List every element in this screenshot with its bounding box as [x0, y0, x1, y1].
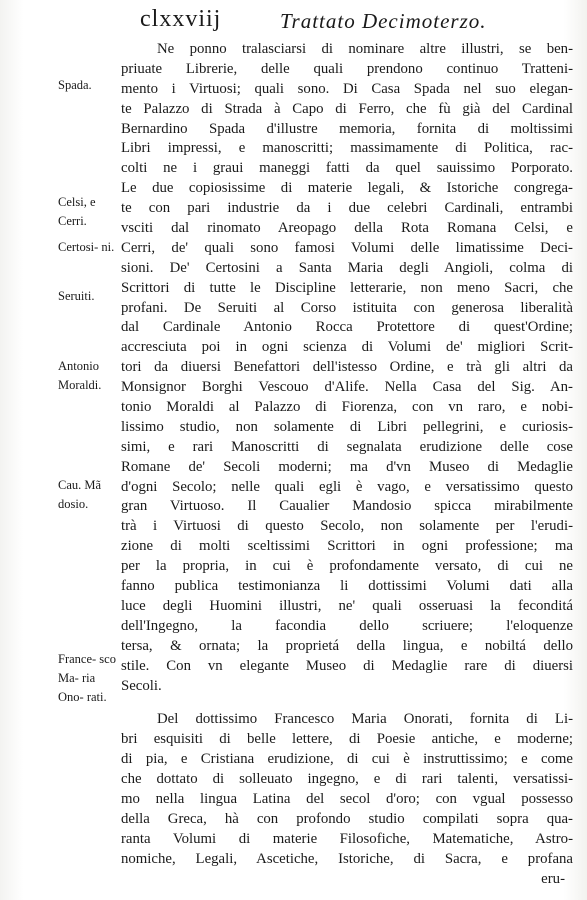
margin-note-seruiti: Seruiti. [58, 289, 95, 303]
text-line: tonio Moraldi al Palazzo di Fiorenza, con vn raro, e nobi- [121, 399, 573, 416]
text-line: stile. Con vn elegante Museo di Medaglie rare di diuersi [121, 657, 573, 674]
text-line: mo nella lingua Latina del secol d'oro; con vgual possesso [121, 790, 573, 807]
margin-note-antonio-moraldi: Antonio Moraldi. [58, 359, 102, 392]
text-line: d'ogni Secolo; nelle quali egli è vago, e versatissimo questo [121, 478, 573, 495]
text-line: tori da diuersi Benefattori dell'istesso Ordine, e trà gli altri da [121, 359, 573, 376]
text-line: Ne ponno tralasciarsi di nominare altre illustri, se ben- [157, 41, 573, 57]
text-line: trà i Virtuosi di questo Secolo, non solamente per l'erudi- [121, 518, 573, 535]
text-line: bri esquisiti di belle lettere, di Poesie antiche, e moderne; [121, 731, 573, 748]
paragraph-1 [121, 40, 573, 696]
text-line: Del dottissimo Francesco Maria Onorati, fornita di Li- [157, 711, 573, 728]
text-line: lissimo studio, non solamente di Libri pellegrini, e curiosis- [121, 418, 573, 435]
text-line: fanno publica testimonianza li dottissimi Volumi dati alla [121, 578, 573, 595]
margin-note-certosini: Certosi- ni. [58, 240, 115, 254]
text-line: Romane de' Secoli moderni; ma d'vn Museo di Medaglie [121, 458, 573, 475]
text-line: sioni. De' Certosini a Santa Maria degli Angioli, colma di [121, 259, 573, 276]
folio-number: clxxviij [140, 6, 222, 32]
paragraph-2 [121, 710, 573, 869]
text-line: luce degli Huomini illustri, ne' quali osseruasi la feconditá [121, 597, 573, 614]
text-line: di pia, e Cristiana erudizione, di cui è instruttissimo; e come [121, 751, 573, 768]
text-line: Secoli. [121, 677, 162, 694]
text-line: dal Cardinale Antonio Rocca Protettore di quest'Ordine; [121, 319, 573, 336]
text-line: Cerri, de' quali sono famosi Volumi delle limatissime Deci- [121, 239, 573, 256]
margin-note-cau-mandosio: Cau. Mã dosio. [58, 478, 102, 511]
text-line: Bernardino Spada d'illustre memoria, fornita di moltissimi [121, 120, 573, 137]
margin-note-spada: Spada. [58, 78, 92, 92]
text-line: te Palazzo di Strada à Capo di Ferro, che fù già del Cardinal [121, 100, 573, 117]
page-header [140, 6, 540, 36]
text-line: colti ne i graui maneggi fatti da quel sauissimo Porporato. [121, 160, 573, 177]
catchword: eru- [541, 870, 565, 887]
text-line: tersa, & ornata; la proprietá della lingua, e nobiltá dello [121, 637, 573, 654]
text-line: Le due copiosissime di materie legali, & Istoriche congrega- [121, 180, 573, 197]
main-text [121, 40, 573, 889]
text-line: per la propria, in cui è profondamente versato, di cui ne [121, 558, 573, 575]
text-line: Monsignor Borghi Vescouo d'Alife. Nella Casa del Sig. An- [121, 379, 573, 396]
text-line: che dottato di solleuato ingegno, e di rari talenti, versatissi- [121, 771, 573, 788]
text-line: dell'Ingegno, la facondia dello scriuere; l'eloquenze [121, 617, 573, 634]
text-line: profani. De Seruiti al Corso istituita con generosa liberalità [121, 299, 573, 316]
text-line: vsciti dal rinomato Areopago della Rota Romana Celsi, e [121, 220, 573, 237]
text-line: Libri impressi, e manoscritti; massimamente di Politica, rac- [121, 140, 573, 157]
text-line: gran Virtuoso. Il Caualier Mandosio spicca mirabilmente [121, 498, 573, 515]
text-line: priuate Librerie, delle quali prendono continuo Tratteni- [121, 60, 573, 77]
text-line: te con pari industrie da i due celebri Cardinali, entrambi [121, 200, 573, 217]
text-line: mento i Virtuosi; quali sono. Di Casa Spada nel suo elegan- [121, 80, 573, 97]
text-line: nomiche, Legali, Ascetiche, Istoriche, di Sacra, e profana [121, 850, 573, 867]
text-line: Scrittori di tutte le Discipline letterarie, non meno Sacri, che [121, 279, 573, 296]
running-title: Trattato Decimoterzo. [280, 9, 487, 33]
text-line: ranta Volumi di materie Filosofiche, Matematiche, Astro- [121, 830, 573, 847]
text-line: zione di molti sceltissimi Scrittori in ogni professione; ma [121, 538, 573, 555]
margin-note-francesco-maria-onorati: France- sco Ma- ria Ono- rati. [58, 652, 116, 704]
text-line: simi, e rari Manoscritti di segnalata erudizione delle cose [121, 438, 573, 455]
text-line: della Greca, hà con profondo studio compilati sopra qua- [121, 810, 573, 827]
margin-note-celsi-cerri: Celsi, e Cerri. [58, 195, 96, 228]
text-line: accresciuta poi in ogni scienza di Volumi de' migliori Scrit- [121, 339, 573, 356]
